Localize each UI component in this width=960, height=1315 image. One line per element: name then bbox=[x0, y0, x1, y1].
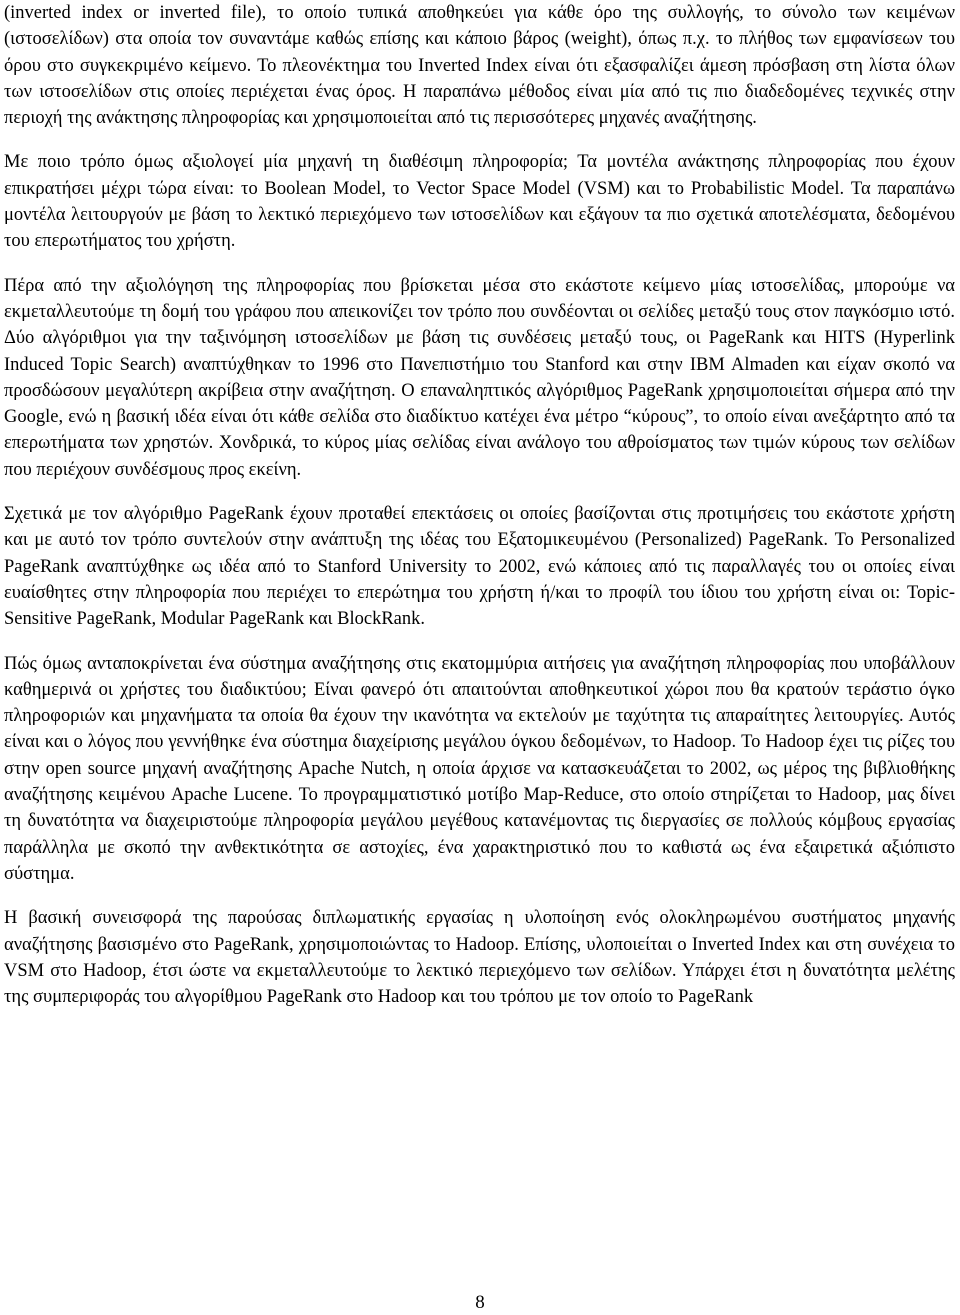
paragraph-inverted-index: (inverted index or inverted file), το οποίο τυπικά αποθηκεύει για κάθε όρο της συλλογής, το σύνολο των κειμένων (ιστοσελίδων) στα οποία τον συναντάμε καθώς επίσης και κάποιο βάρος (weight), όπως π.χ. το πλήθος των εμφανίσεων του όρου στο συγκεκριμένο κείμενο. Το πλεονέκτημα του Inverted Index είναι ότι εξασφαλίζει άμεση πρόσβαση στη λίστα όλων των ιστοσελίδων στις οποίες περιέχεται ένας όρος. Η παραπάνω μέθοδος είναι μία από τις πιο διαδεδομένες τεχνικές στην περιοχή της ανάκτησης πληροφορίας και χρησιμοποιείται από τις περισσότερες μηχανές αναζήτησης. bbox=[4, 3, 955, 129]
document-body bbox=[4, 0, 955, 1028]
paragraph-hadoop: Πώς όμως ανταποκρίνεται ένα σύστημα αναζήτησης στις εκατομμύρια αιτήσεις για αναζήτηση πληροφορίας που υποβάλλουν καθημερινά οι χρήστες του διαδικτύου; Είναι φανερό ότι απαιτούνται αποθηκευτικοί χώροι που θα κρατούν τεράστιο όγκο πληροφοριών και μηχανήματα τα οποία θα έχουν την ικανότητα να εκτελούν με ταχύτητα τις απαραίτητες λειτουργίες. Αυτός είναι και ο λόγος που γεννήθηκε ένα σύστημα διαχείρισης μεγάλου όγκου δεδομένων, το Hadoop. Το Hadoop έχει τις ρίζες του στην open source μηχανή αναζήτησης Apache Nutch, η οποία άρχισε να κατασκευάζεται το 2002, ως μέρος της βιβλιοθήκης αναζήτησης κειμένου Apache Lucene. Το προγραμματιστικό μοτίβο Map-Reduce, στο οποίο στηρίζεται το Hadoop, μας δίνει τη δυνατότητα να διαχειριστούμε πληροφορία μεγάλου μεγέθους κατανέμοντας τις διεργασίες σε πολλούς κόμβους εργασίας παράλληλα με σκοπό την ανθεκτικότητα σε αστοχίες, ένα χαρακτηριστικό που το καθιστά ως ένα εξαιρετικά αξιόπιστο σύστημα. bbox=[4, 653, 955, 884]
paragraph-link-analysis: Πέρα από την αξιολόγηση της πληροφορίας που βρίσκεται μέσα στο εκάστοτε κείμενο μίας ιστοσελίδας, μπορούμε να εκμεταλλευτούμε τη δομή του γράφου που απεικονίζει τον τρόπο που συνδέονται οι σελίδες μεταξύ τους στον παγκόσμιο ιστό. Δύο αλγόριθμοι για την ταξινόμηση ιστοσελίδων με βάση τις συνδέσεις μεταξύ τους, οι PageRank και HITS (Hyperlink Induced Topic Search) αναπτύχθηκαν το 1996 στο Πανεπιστήμιο του Stanford και στην IBM Almaden και είχαν σκοπό να προσδώσουν μεγαλύτερη ακρίβεια στην αναζήτηση. Ο επαναληπτικός αλγόριθμος PageRank χρησιμοποιείται σήμερα από την Google, ενώ η βασική ιδέα είναι ότι κάθε σελίδα στο διαδίκτυο κατέχει ένα μέτρο “κύρους”, το οποίο είναι ανεξάρτητο από τα επερωτήματα των χρηστών. Χονδρικά, το κύρος μίας σελίδας είναι ανάλογο του αθροίσματος των τιμών κύρους των σελίδων που περιέχουν συνδέσμους προς εκείνη. bbox=[4, 275, 955, 480]
page-number: 8 bbox=[475, 1292, 485, 1313]
paragraph-contribution: Η βασική συνεισφορά της παρούσας διπλωματικής εργασίας η υλοποίηση ενός ολοκληρωμένου συστήματος μηχανής αναζήτησης βασισμένο στο PageRank, χρησιμοποιώντας το Hadoop. Επίσης, υλοποιείται ο Inverted Index και στη συνέχεια το VSM στο Hadoop, έτσι ώστε να εκμεταλλευτούμε το λεκτικό περιεχόμενο των σελίδων. Υπάρχει έτσι η δυνατότητα μελέτης της συμπεριφοράς του αλγορίθμου PageRank στο Hadoop και του τρόπου με τον οποίο το PageRank bbox=[4, 908, 955, 1008]
paragraph-personalized-pagerank: Σχετικά με τον αλγόριθμο PageRank έχουν προταθεί επεκτάσεις οι οποίες βασίζονται στις προτιμήσεις του εκάστοτε χρήστη και με αυτό τον τρόπο συντελούν στην ανάπτυξη της ιδέας του Εξατομικευμένου (Personalized) PageRank. Το Personalized PageRank αναπτύχθηκε ως ιδέα από το Stanford University το 2002, ενώ κάποιες από τις παραλλαγές του οι οποίες είναι ευαίσθητες στην πληροφορία που περιέχει το επερώτημα του χρήστη ή/και το προφίλ του ίδιου του χρήστη είναι οι: Topic-Sensitive PageRank, Modular PageRank και BlockRank. bbox=[4, 504, 955, 630]
paragraph-retrieval-models: Με ποιο τρόπο όμως αξιολογεί μία μηχανή τη διαθέσιμη πληροφορία; Τα μοντέλα ανάκτησης πληροφορίας που έχουν επικρατήσει μέχρι τώρα είναι: το Boolean Model, το Vector Space Model (VSM) και το Probabilistic Model. Τα παραπάνω μοντέλα λειτουργούν με βάση το λεκτικό περιεχόμενο των ιστοσελίδων και εξάγουν τα πιο σχετικά αποτελέσματα, δεδομένου του επερωτήματος του χρήστη. bbox=[4, 152, 955, 252]
